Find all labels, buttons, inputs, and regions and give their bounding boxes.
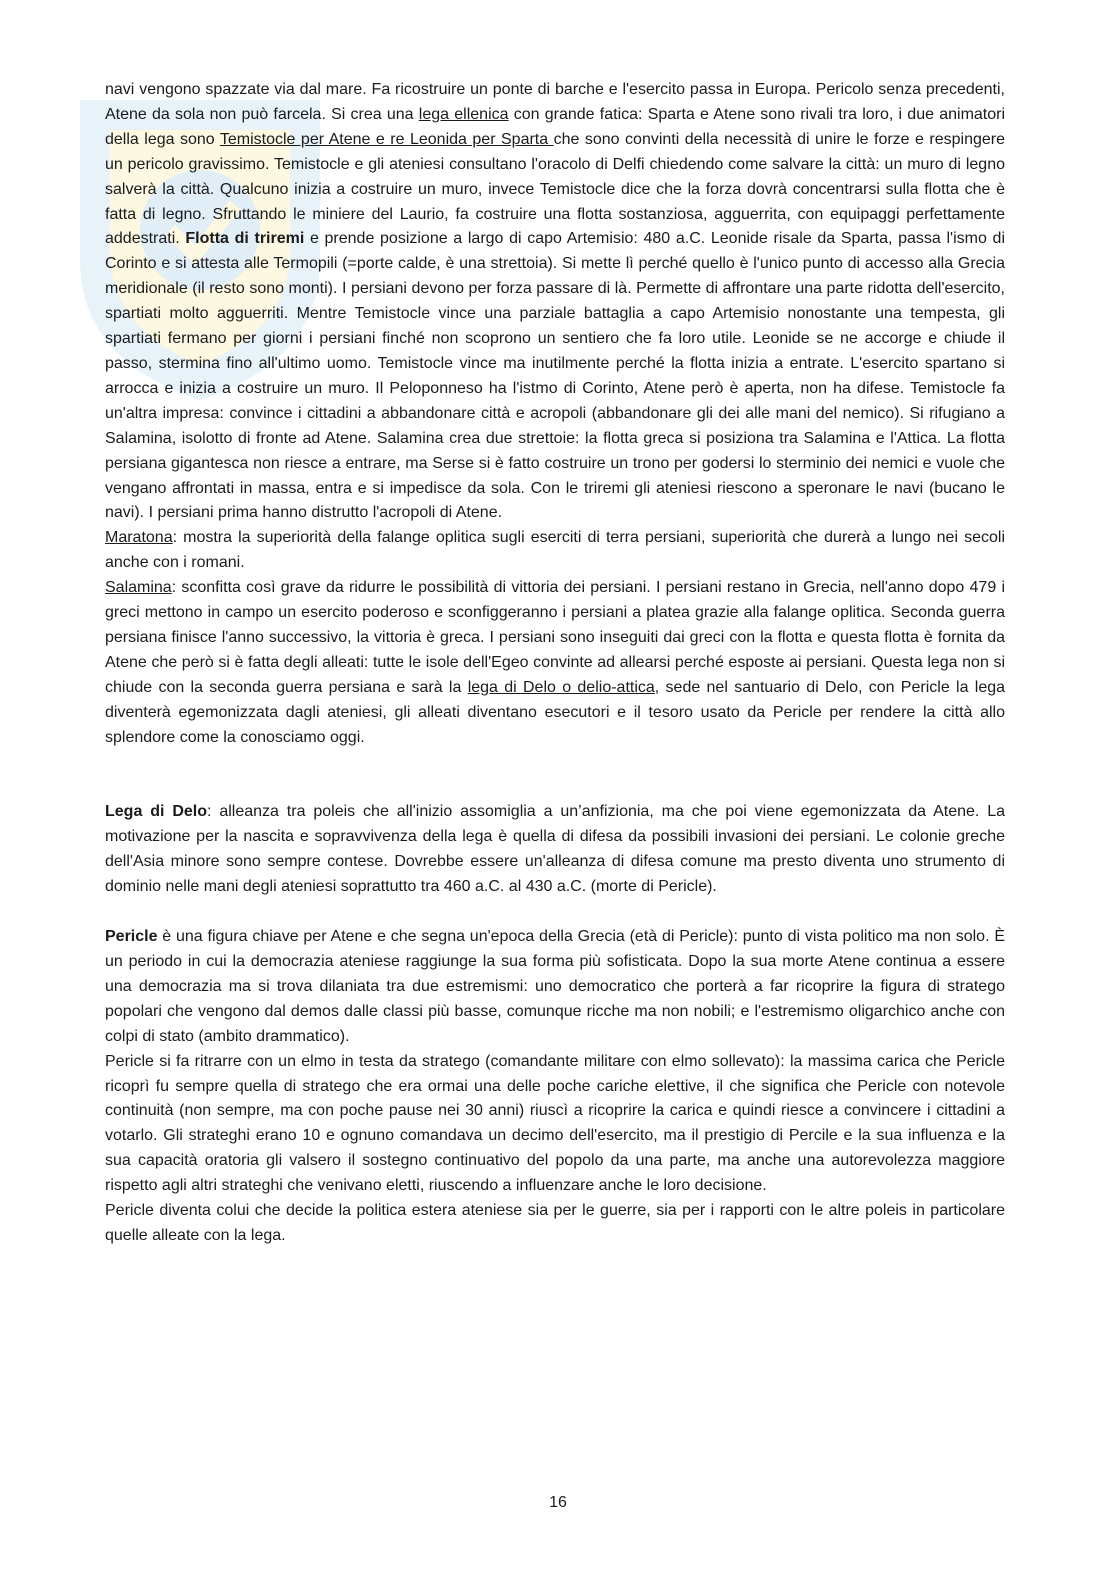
paragraph-persian-wars — [105, 78, 1005, 526]
text-run: con grande fatica: Sparta e Atene sono rivali tra loro, i due animatori della lega sono — [105, 105, 1006, 148]
page-body — [105, 78, 1005, 1249]
text-run: : alleanza tra poleis che all'inizio assomiglia a un’anfizionia, ma che poi viene egemonizzata da Atene. La motivazione per la nascita e sopravvivenza della lega è quella di difesa da possibili invasioni dei persiani. Le colonie greche dell'Asia minore sono sempre contese. Dovrebbe essere un'alleanza di difesa comune ma presto diventa uno strumento di dominio nelle mani degli ateniesi soprattutto tra 460 a.C. al 430 a.C. (morte di Pericle). — [105, 803, 1006, 896]
underlined-term-salamina: Salamina — [105, 579, 172, 597]
paragraph-salamina — [105, 576, 1005, 750]
text-run: : mostra la superiorità della falange oplitica sugli eserciti di terra persiani, superiorità che durerà a lungo nei secoli anche con i romani. — [105, 529, 1005, 572]
underlined-term-lega-di-delo: lega di Delo o delio-attica — [467, 678, 655, 696]
text-run: navi vengono spazzate via dal mare. Fa ricostruire un ponte di barche e l'esercito passa in Europa. Pericolo senza precedenti, Atene da sola non può farcela. Si crea una — [105, 81, 1005, 123]
text-run: : sconfitta così grave da ridurre le possibilità di vittoria dei persiani. I persiani restano in Grecia, nell'anno dopo 479 i greci mettono in campo un esercito poderoso e sconfiggeranno i persiani a platea grazie alla falange oplitica. Seconda guerra persiana finisce l'anno successivo, la vittoria è greca. I persiani sono inseguiti dai greci con la flotta e questa flotta è fornita da Atene che però si è fatta degli alleati: tutte le isole dell'Egeo convinte ad allearsi perché esposte ai persiani. Questa lega non si chiude con la seconda guerra persiana e sarà la — [105, 579, 1005, 696]
page-number: 16 — [549, 1494, 567, 1511]
bold-term-lega-di-delo: Lega di Delo — [105, 803, 207, 821]
paragraph-maratona — [105, 526, 1005, 576]
text-run: è una figura chiave per Atene e che segna un'epoca della Grecia (età di Pericle): punto di vista politico ma non solo. È un periodo in cui la democrazia ateniese raggiunge la sua forma più sofisticata. Dopo la sua morte Atene continua a essere una democrazia ma si trova dilaniata tra due estremismi: uno democratico che porterà a far ricoprire la figura di stratego popolari che vengono dal demos dalle classi più basse, comunque ricche ma non nobili; e l'estremismo oligarchico anche con colpi di stato (ambito drammatico). — [105, 928, 1005, 1045]
paragraph-pericle — [105, 925, 1005, 1050]
text-run: che sono convinti della necessità di unire le forze e respingere un pericolo gravissimo. Temistocle e gli ateniesi consultano l'oracolo di Delfi chiedendo come salvare la città: un muro di legno salverà la città. Qualcuno inizia a costruire un muro, invece Temistocle dice che la forza dovrà concentrarsi sulla flotta che è fatta di legno. Sfruttando le miniere del Laurio, fa costruire una flotta sostanziosa, agguerrita, con equipaggi perfettamente addestrati. — [105, 130, 1006, 248]
paragraph-lega-di-delo — [105, 800, 1005, 900]
section-spacer — [105, 750, 1005, 800]
text-run: , sede nel santuario di Delo, con Pericle la lega diventerà egemonizzata dagli ateniesi, gli alleati diventano esecutori e il tesoro usato da Pericle per rendere la città allo splendore come la conosciamo oggi. — [105, 678, 1006, 746]
paragraph-pericle-stratego — [105, 1050, 1005, 1199]
underlined-term-lega-ellenica: lega ellenica — [418, 105, 509, 123]
underlined-term-maratona: Maratona — [105, 529, 173, 547]
bold-term-pericle: Pericle — [105, 928, 158, 946]
text-run: e prende posizione a largo di capo Artemisio: 480 a.C. Leonide risale da Sparta, passa l'ismo di Corinto e si attesta alle Termopili (=porte calde, è una strettoia). Si mette lì perché quello è l'unico punto di accesso alla Grecia meridionale (il resto sono monti). I persiani devono per forza passare di là. Permette di affrontare una parte ridotta dell'esercito, spartiati molto agguerriti. Mentre Temistocle vince una parziale battaglia a capo Artemisio nonostante una tempesta, gli spartiati fermano per giorni i persiani finché non scoprono un sentiero che fa loro utile. Leonide se ne accorge e chiude il passo, stermina fino all'ultimo uomo. Temistocle vince ma inutilmente perché la flotta inizia a entrate. L'esercito spartano si arrocca e inizia a costruire un muro. Il Peloponneso ha l'istmo di Corinto, Atene però è aperta, non ha difese. Temistocle fa un'altra impresa: convince i cittadini a abbandonare città e acropoli (abbandonare gli dei alle mani del nemico). Si rifugiano a Salamina, isolotto di fronte ad Atene. Salamina crea due strettoie: la flotta greca si posiziona tra Salamina e l'Attica. La flotta persiana gigantesca non riesce a entrare, ma Serse si è fatto costruire un trono per godersi lo sterminio dei nemici e vuole che vengano affrontati in massa, entra e si impedisce da sola. Con le triremi gli ateniesi riescono a speronare le navi (bucano le navi). I persiani prima hanno distrutto l'acropoli di Atene. — [105, 230, 1006, 522]
text-run: Pericle diventa colui che decide la politica estera ateniese sia per le guerre, sia per i rapporti con le altre poleis in particolare quelle alleate con la lega. — [105, 1202, 1005, 1244]
bold-term-flotta-di-triremi: Flotta di triremi — [185, 230, 305, 248]
text-run: Pericle si fa ritrarre con un elmo in testa da stratego (comandante militare con elmo sollevato): la massima carica che Pericle ricoprì fu sempre quella di stratego che era ormai una delle poche cariche elettive, il che significa che Pericle con notevole continuità (non sempre, ma con poche pause nei 30 anni) riuscì a ricoprire la carica e quindi riesce a convincere i cittadini a votarlo. Gli strateghi erano 10 e ognuno comandava un decimo dell'esercito, ma il prestigio di Percile e la sua influenza e la sua capacità oratoria gli valsero il sostegno continuativo del popolo da una parte, ma anche una autorevolezza maggiore rispetto agli altri strateghi che venivano eletti, riuscendo a influenzare anche le loro decisione. — [105, 1052, 1005, 1195]
paragraph-pericle-politica — [105, 1199, 1005, 1249]
underlined-term-temistocle-leonida: Temistocle per Atene e re Leonida per Sparta — [219, 130, 554, 148]
section-spacer — [105, 900, 1005, 925]
